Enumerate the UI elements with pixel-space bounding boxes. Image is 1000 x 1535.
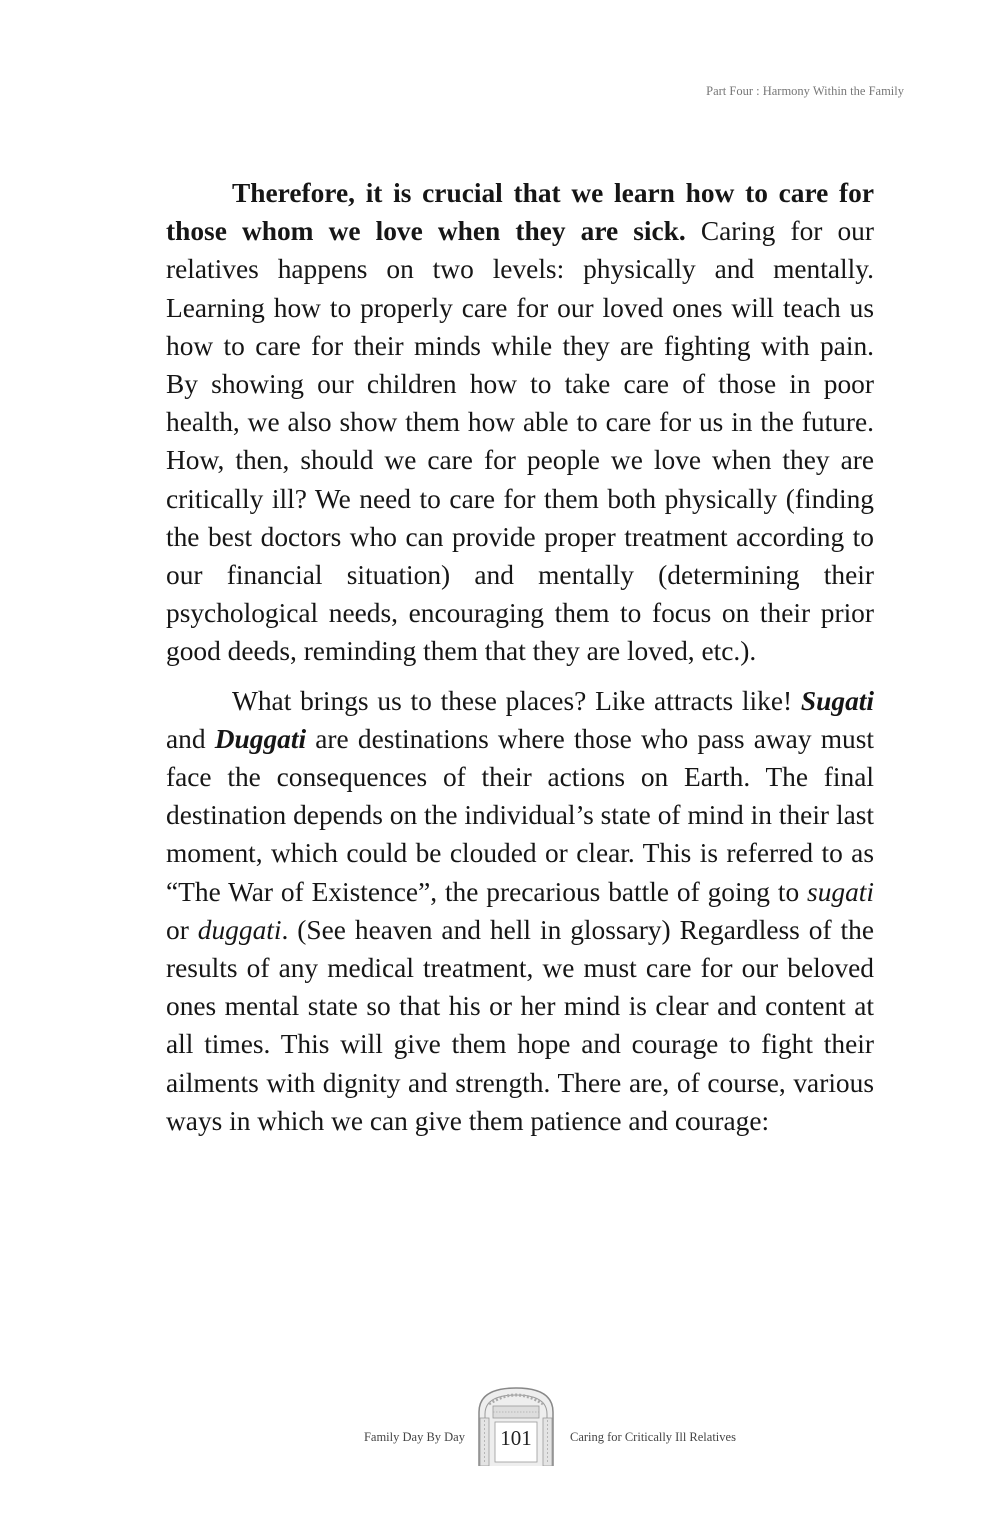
- paragraph-2-text: are destinations where those who pass away must face the consequences of their actions on Earth. The final destination depends on the individual’s state of mind in their last moment, which could be clouded or clear. This is referred to as “The War of Existence”, the precarious battle of going to: [166, 723, 874, 907]
- paragraph-1-text: Caring for our relatives happens on two levels: physically and mentally. Learning how to properly care for our loved ones will teach us how to care for their minds while they are fighting with pain. By showing our children how to take care of those in poor health, we also show them how able to care for us in the future. How, then, should we care for people we love when they are critically ill? We need to care for them both physically (finding the best doctors who can provide proper treatment according to our financial situation) and mentally (determining their psychological needs, encouraging them to focus on their prior good deeds, reminding them that they are loved, etc.).: [166, 216, 874, 667]
- bold-lead-sentence: Therefore, it is crucial that we learn how to care for those whom we love when they are sick.: [166, 178, 874, 247]
- term-duggati-lower: duggati: [197, 914, 282, 945]
- page-number: 101: [500, 1426, 532, 1450]
- running-header: Part Four : Harmony Within the Family: [706, 84, 904, 98]
- paragraph-1: [166, 174, 874, 671]
- term-duggati: Duggati: [214, 723, 307, 754]
- body-text: [166, 174, 874, 1140]
- page-footer: [0, 1382, 1000, 1472]
- paragraph-2-text: and: [166, 723, 215, 754]
- footer-chapter-title: Caring for Critically Ill Relatives: [570, 1430, 736, 1444]
- paragraph-2: [166, 682, 874, 1140]
- paragraph-2-text: What brings us to these places? Like attracts like!: [232, 685, 801, 716]
- paragraph-2-text: or: [166, 914, 198, 945]
- term-sugati: Sugati: [800, 685, 874, 716]
- footer-book-title: Family Day By Day: [363, 1430, 465, 1444]
- ornamental-arch-icon: [471, 1382, 561, 1466]
- paragraph-2-text: . (See heaven and hell in glossary) Regardless of the results of any medical treatment, we must care for our beloved ones mental state so that his or her mind is clear and content at all times. This will give them hope and courage to fight their ailments with dignity and strength. There are, of course, various ways in which we can give them patience and courage:: [166, 914, 874, 1136]
- term-sugati-lower: sugati: [807, 876, 874, 907]
